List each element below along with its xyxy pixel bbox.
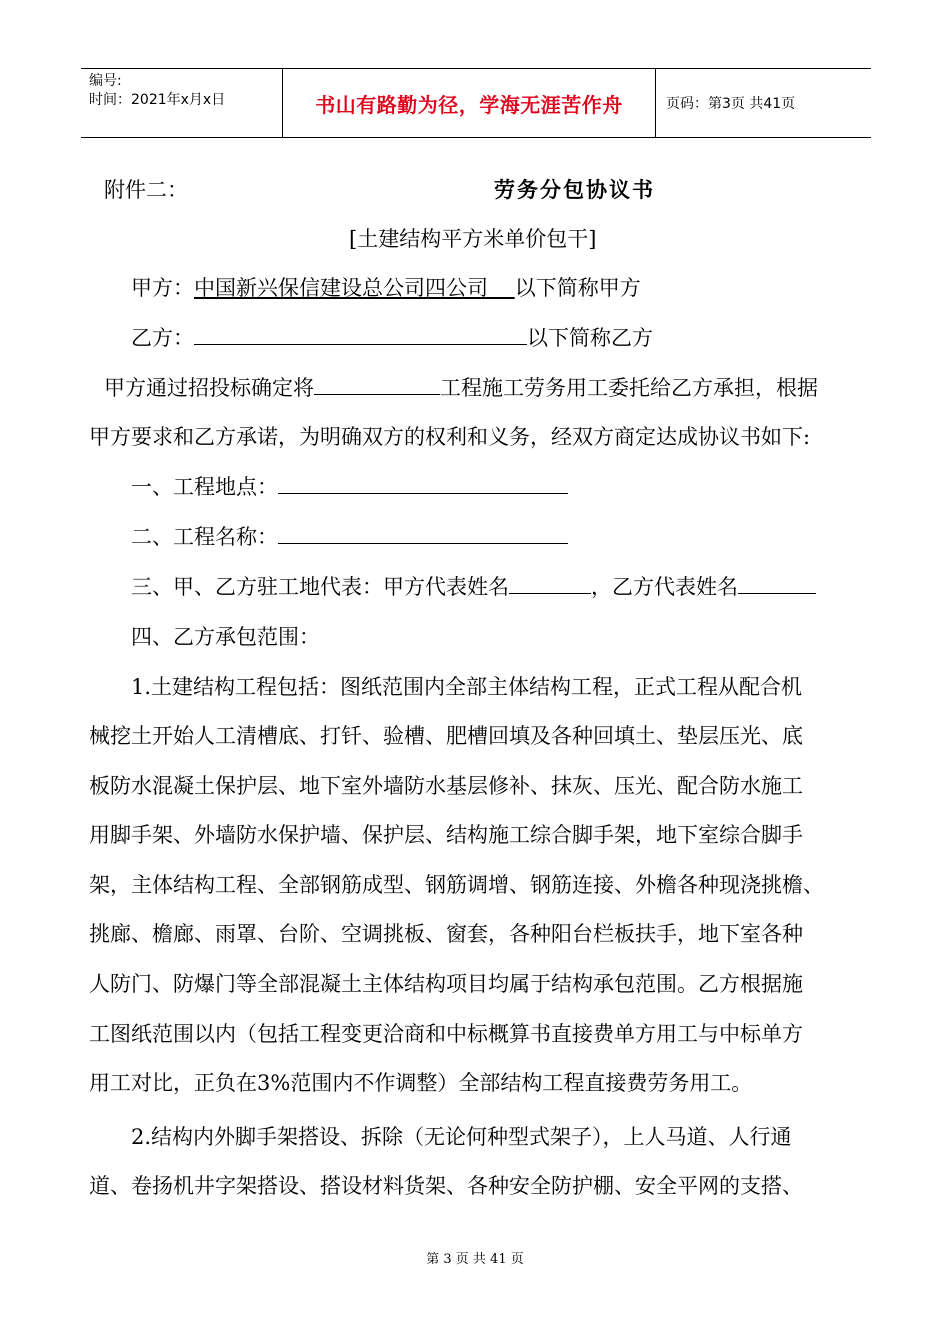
item-3: 三、甲、乙方驻工地代表：甲方代表姓名 ，乙方代表姓名 bbox=[131, 571, 816, 601]
header-page-info: 页码：第3页 共41页 bbox=[666, 96, 796, 112]
para2-line: 道、卷扬机井字架搭设、搭设材料货架、各种安全防护棚、安全平网的支搭、 bbox=[89, 1174, 803, 1198]
party-a-label: 甲方： bbox=[131, 276, 194, 300]
attachment-label: 附件二： bbox=[104, 178, 188, 202]
rep-a-blank bbox=[509, 575, 591, 594]
header-table bbox=[81, 68, 871, 138]
para1-line: 工图纸范围以内（包括工程变更洽商和中标概算书直接费单方用工与中标单方 bbox=[89, 1022, 803, 1046]
header-meta bbox=[81, 69, 283, 137]
para1-line: 械挖土开始人工清槽底、打钎、验槽、肥槽回填及各种回填土、垫层压光、底 bbox=[89, 724, 803, 748]
party-b-blank bbox=[194, 326, 527, 345]
item-2: 二、工程名称： bbox=[131, 521, 568, 551]
party-b-line bbox=[131, 322, 653, 352]
project-blank bbox=[314, 376, 440, 395]
item-1: 一、工程地点： bbox=[131, 471, 568, 501]
name-blank bbox=[278, 525, 568, 544]
para2-line: 2.结构内外脚手架搭设、拆除（无论何种型式架子），上人马道、人行通 bbox=[131, 1125, 792, 1149]
location-blank bbox=[278, 475, 568, 494]
para1-line: 人防门、防爆门等全部混凝土主体结构项目均属于结构承包范围。乙方根据施 bbox=[89, 972, 803, 996]
time-label: 时间：2021年x月x日 bbox=[89, 92, 226, 108]
header-motto: 书山有路勤为径，学海无涯苦作舟 bbox=[283, 69, 656, 137]
para1-line: 架，主体结构工程、全部钢筋成型、钢筋调增、钢筋连接、外檐各种现浇挑檐、 bbox=[89, 873, 824, 897]
party-b-suffix: 以下简称乙方 bbox=[527, 326, 653, 350]
para1-line: 用工对比，正负在3%范围内不作调整）全部结构工程直接费劳务用工。 bbox=[89, 1071, 753, 1095]
para1-line: 板防水混凝土保护层、地下室外墙防水基层修补、抹灰、压光、配合防水施工 bbox=[89, 774, 803, 798]
intro-line-2: 甲方要求和乙方承诺，为明确双方的权利和义务，经双方商定达成协议书如下: bbox=[89, 425, 811, 449]
para1-line: 用脚手架、外墙防水保护墙、保护层、结构施工综合脚手架，地下室综合脚手 bbox=[89, 823, 803, 847]
party-a-line bbox=[131, 272, 641, 302]
document-title: 劳务分包协议书 bbox=[494, 178, 655, 202]
intro-line-1: 甲方通过招投标确定将 工程施工劳务用工委托给乙方承担，根据 bbox=[104, 376, 818, 400]
number-label: 编号: bbox=[89, 73, 122, 89]
para1-line: 挑廊、檐廊、雨罩、台阶、空调挑板、窗套，各种阳台栏板扶手，地下室各种 bbox=[89, 922, 803, 946]
party-a-suffix: 以下简称甲方 bbox=[514, 276, 641, 300]
para1-line: 1.土建结构工程包括：图纸范围内全部主体结构工程，正式工程从配合机 bbox=[131, 675, 803, 699]
page-footer: 第 3 页 共 41 页 bbox=[426, 1252, 524, 1267]
party-a-name: 中国新兴保信建设总公司四公司 bbox=[194, 276, 488, 300]
item-4: 四、乙方承包范围： bbox=[131, 625, 320, 649]
rep-b-blank bbox=[738, 575, 816, 594]
party-b-label: 乙方： bbox=[131, 326, 194, 350]
document-subtitle: [土建结构平方米单价包干] bbox=[349, 227, 597, 251]
